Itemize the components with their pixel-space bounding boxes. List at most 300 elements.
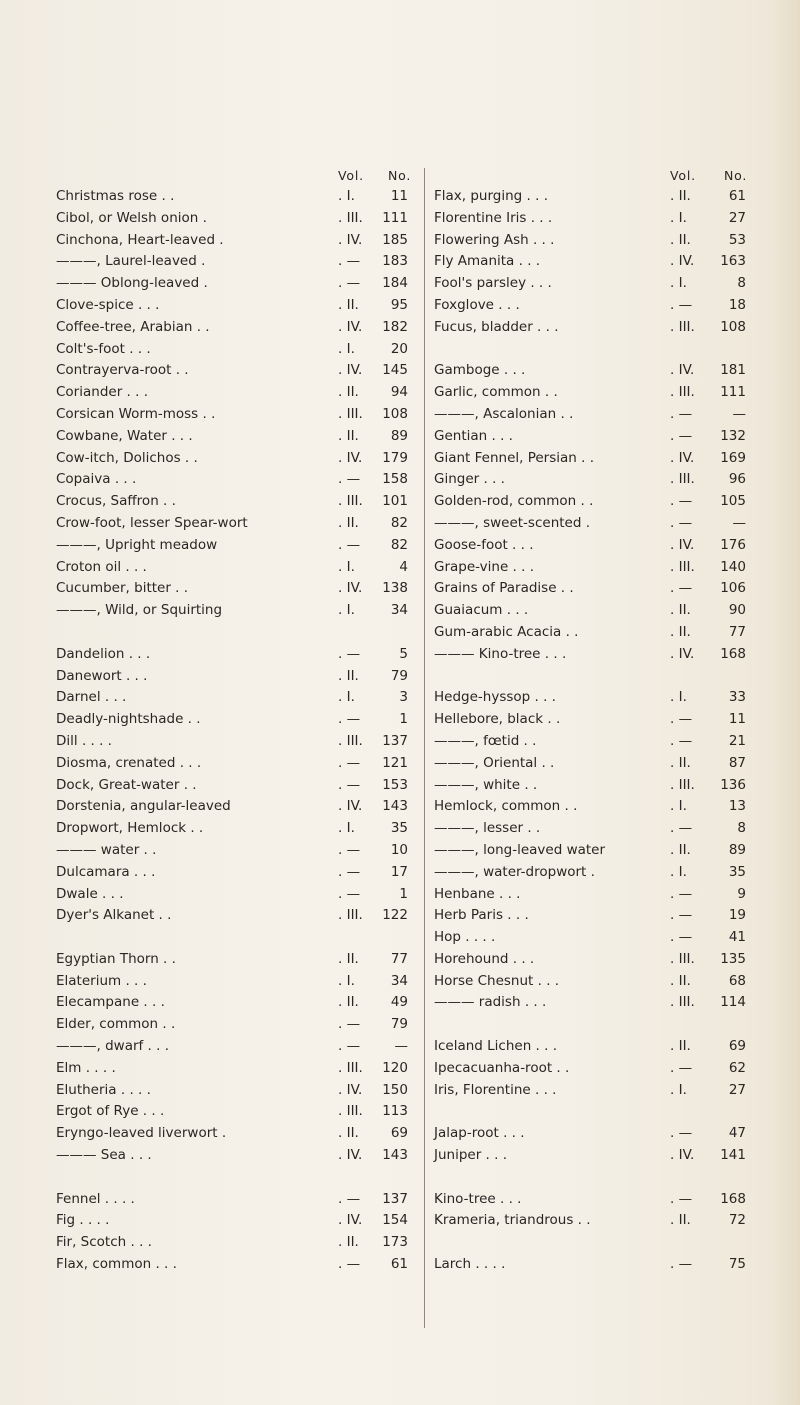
entry-name: Herb Paris . . . [434, 907, 529, 924]
index-entry [434, 1189, 770, 1211]
index-entry [434, 404, 770, 426]
entry-volume: . — [670, 427, 693, 444]
index-entry [56, 578, 422, 600]
entry-number: 114 [720, 994, 746, 1011]
group-spacer [434, 1232, 770, 1254]
entry-number: 3 [399, 689, 408, 706]
entry-number: 89 [728, 841, 746, 858]
entry-volume: . IV. [670, 253, 695, 270]
entry-name: Ergot of Rye . . . [56, 1103, 165, 1120]
entry-name: Dill . . . . [56, 732, 112, 749]
entry-volume: . I. [338, 340, 355, 357]
entry-volume: . II. [338, 296, 359, 313]
entry-volume: . II. [670, 623, 691, 640]
column-header [434, 168, 770, 186]
entry-name: Coffee-tree, Arabian . . [56, 318, 210, 335]
entry-volume: . — [338, 1190, 361, 1207]
entry-name: Goose-foot . . . [434, 536, 534, 553]
index-entry [434, 251, 770, 273]
index-entry [434, 295, 770, 317]
entry-name: ———, fœtid . . [434, 732, 537, 749]
index-entry [434, 208, 770, 230]
entry-volume: . II. [670, 1212, 691, 1229]
index-entry [56, 884, 422, 906]
entry-number: 183 [382, 253, 408, 270]
entry-number: 176 [720, 536, 746, 553]
entry-volume: . III. [670, 950, 695, 967]
entry-volume: . I. [338, 689, 355, 706]
entry-volume: . — [670, 1256, 693, 1273]
entry-name: ——— radish . . . [434, 994, 547, 1011]
entry-volume: . I. [670, 275, 687, 292]
group-spacer [434, 1014, 770, 1036]
entry-name: Dyer's Alkanet . . [56, 907, 172, 924]
entry-volume: . IV. [338, 580, 363, 597]
entry-volume: . — [338, 1038, 361, 1055]
index-entry [434, 1123, 770, 1145]
entry-number: 158 [382, 471, 408, 488]
entry-volume: . III. [670, 776, 695, 793]
entry-name: Elder, common . . [56, 1016, 176, 1033]
entry-number: 179 [382, 449, 408, 466]
entry-name: Cibol, or Welsh onion . [56, 209, 207, 226]
entry-volume: . I. [338, 602, 355, 619]
entry-number: 184 [382, 275, 408, 292]
entry-number: 77 [390, 950, 408, 967]
entry-number: 106 [720, 580, 746, 597]
entry-name: ——— water . . [56, 841, 157, 858]
index-entry [56, 1123, 422, 1145]
entry-number: 72 [728, 1212, 746, 1229]
entry-number: 145 [382, 362, 408, 379]
entry-number: 111 [382, 209, 408, 226]
entry-name: Ginger . . . [434, 471, 505, 488]
entry-volume: . III. [338, 493, 363, 510]
index-entry [434, 796, 770, 818]
entry-name: Golden-rod, common . . [434, 493, 594, 510]
entry-name: Hedge-hyssop . . . [434, 689, 556, 706]
entry-number: 17 [390, 863, 408, 880]
index-entry [56, 1254, 422, 1276]
entry-name: Foxglove . . . [434, 296, 520, 313]
entry-number: 121 [382, 754, 408, 771]
index-entry [434, 230, 770, 252]
entry-number: 18 [728, 296, 746, 313]
entry-volume: . — [338, 711, 361, 728]
entry-volume: . — [338, 536, 361, 553]
entry-volume: . II. [338, 1234, 359, 1251]
entry-number: 132 [720, 427, 746, 444]
entry-number: 61 [390, 1256, 408, 1273]
entry-number: 185 [382, 231, 408, 248]
entry-number: 108 [382, 405, 408, 422]
index-entry [56, 535, 422, 557]
index-entry [434, 927, 770, 949]
entry-number: 1 [399, 885, 408, 902]
entry-volume: . — [670, 885, 693, 902]
entry-volume: . II. [670, 602, 691, 619]
entry-number: 168 [720, 1190, 746, 1207]
index-entry [434, 971, 770, 993]
entry-volume: . — [670, 711, 693, 728]
entry-name: ———, Laurel-leaved . [56, 253, 206, 270]
entry-name: Dock, Great-water . . [56, 776, 197, 793]
entry-number: 41 [728, 929, 746, 946]
entry-number: 49 [390, 994, 408, 1011]
index-entry [434, 731, 770, 753]
entry-name: Elm . . . . [56, 1059, 116, 1076]
group-spacer [434, 666, 770, 688]
entry-volume: . II. [670, 1038, 691, 1055]
entry-volume: . — [670, 907, 693, 924]
entry-number: 75 [728, 1256, 746, 1273]
entry-name: Corsican Worm-moss . . [56, 405, 216, 422]
entry-number: 137 [382, 732, 408, 749]
index-entry [56, 1036, 422, 1058]
entry-number: 173 [382, 1234, 408, 1251]
index-entry [56, 208, 422, 230]
entry-volume: . — [670, 493, 693, 510]
entry-volume: . III. [670, 318, 695, 335]
entry-number: 8 [737, 820, 746, 837]
entry-name: Guaiacum . . . [434, 602, 529, 619]
index-entry [56, 339, 422, 361]
entry-volume: . — [670, 820, 693, 837]
entry-number: 35 [390, 820, 408, 837]
index-entry [56, 1014, 422, 1036]
index-entry [434, 1210, 770, 1232]
entry-name: Flax, purging . . . [434, 188, 548, 204]
entry-name: Fly Amanita . . . [434, 253, 541, 270]
entry-number: 181 [720, 362, 746, 379]
entry-volume: . III. [670, 558, 695, 575]
index-entry [434, 949, 770, 971]
entry-number: 96 [728, 471, 746, 488]
index-entry [56, 404, 422, 426]
entry-name: Diosma, crenated . . . [56, 754, 202, 771]
group-spacer [434, 1167, 770, 1189]
entry-number: 9 [737, 885, 746, 902]
entry-name: Ipecacuanha-root . . [434, 1059, 570, 1076]
entry-name: Egyptian Thorn . . [56, 950, 176, 967]
entry-volume: . I. [338, 188, 355, 204]
entry-name: Jalap-root . . . [434, 1125, 525, 1142]
index-entry [434, 862, 770, 884]
entry-volume: . — [338, 1016, 361, 1033]
entry-name: Cinchona, Heart-leaved . [56, 231, 224, 248]
index-entry [56, 753, 422, 775]
index-entry [434, 600, 770, 622]
entry-number: 69 [390, 1125, 408, 1142]
entry-name: Krameria, triandrous . . [434, 1212, 591, 1229]
entry-volume: . — [338, 253, 361, 270]
entry-name: Elaterium . . . [56, 972, 147, 989]
column-header [56, 168, 422, 186]
entry-volume: . II. [338, 994, 359, 1011]
index-entry [434, 317, 770, 339]
entry-name: ———, Upright meadow [56, 536, 218, 553]
entry-number: 34 [390, 602, 408, 619]
entry-number: 169 [720, 449, 746, 466]
entry-number: 150 [382, 1081, 408, 1098]
entry-name: Copaiva . . . [56, 471, 137, 488]
entry-name: Elecampane . . . [56, 994, 165, 1011]
entry-name: Fig . . . . [56, 1212, 110, 1229]
entry-volume: . III. [338, 1103, 363, 1120]
group-spacer [434, 339, 770, 361]
entry-name: ——— Kino-tree . . . [434, 645, 567, 662]
entry-name: ———, lesser . . [434, 820, 541, 837]
index-entry [56, 666, 422, 688]
entry-name: ———, Ascalonian . . [434, 405, 574, 422]
entry-name: Juniper . . . [434, 1147, 508, 1164]
entry-volume: . II. [338, 667, 359, 684]
entry-name: Fool's parsley . . . [434, 275, 552, 292]
index-entry [434, 687, 770, 709]
entry-volume: . III. [338, 209, 363, 226]
entry-name: Grape-vine . . . [434, 558, 535, 575]
entry-number: — [732, 514, 746, 531]
entry-number: 105 [720, 493, 746, 510]
index-entry [434, 709, 770, 731]
index-entry [434, 273, 770, 295]
index-entry [56, 1232, 422, 1254]
entry-number: 27 [728, 1081, 746, 1098]
entry-volume: . — [670, 405, 693, 422]
entry-number: 1 [399, 711, 408, 728]
entry-volume: . II. [670, 972, 691, 989]
index-entry [434, 884, 770, 906]
entry-volume: . I. [670, 798, 687, 815]
entry-number: 13 [728, 798, 746, 815]
entry-name: ———, dwarf . . . [56, 1038, 170, 1055]
entry-volume: . I. [338, 972, 355, 989]
entry-name: Hemlock, common . . [434, 798, 578, 815]
entry-number: 4 [399, 558, 408, 575]
index-entry [56, 840, 422, 862]
index-entry [56, 731, 422, 753]
entry-number: 120 [382, 1059, 408, 1076]
index-entry [56, 818, 422, 840]
group-spacer [56, 622, 422, 644]
entry-name: Larch . . . . [434, 1256, 506, 1273]
entry-volume: . IV. [338, 798, 363, 815]
index-entry [434, 1254, 770, 1276]
entry-name: Cucumber, bitter . . [56, 580, 189, 597]
entry-name: Gamboge . . . [434, 362, 526, 379]
entry-name: Eryngo-leaved liverwort . [56, 1125, 227, 1142]
index-entry [56, 992, 422, 1014]
entry-volume: . — [670, 929, 693, 946]
entry-volume: . III. [338, 1059, 363, 1076]
entry-name: Fennel . . . . [56, 1190, 135, 1207]
entry-number: 141 [720, 1147, 746, 1164]
entry-number: 138 [382, 580, 408, 597]
entry-volume: . — [338, 885, 361, 902]
number-header: No. [388, 168, 412, 183]
entry-volume: . — [338, 1256, 361, 1273]
entry-volume: . II. [338, 950, 359, 967]
entry-volume: . I. [338, 558, 355, 575]
entry-name: ———, Wild, or Squirting [56, 602, 223, 619]
entry-volume: . I. [670, 689, 687, 706]
entry-name: Dwale . . . [56, 885, 124, 902]
entry-name: Contrayerva-root . . [56, 362, 189, 379]
entry-volume: . — [670, 514, 693, 531]
index-entry [434, 186, 770, 208]
entry-volume: . IV. [670, 1147, 695, 1164]
entry-volume: . II. [670, 841, 691, 858]
entry-volume: . — [338, 645, 361, 662]
entry-number: 168 [720, 645, 746, 662]
index-entry [56, 709, 422, 731]
entry-name: Danewort . . . [56, 667, 148, 684]
entry-volume: . III. [338, 907, 363, 924]
entry-number: 94 [390, 384, 408, 401]
index-entry [434, 360, 770, 382]
entry-name: Fir, Scotch . . . [56, 1234, 152, 1251]
index-entry [56, 360, 422, 382]
entry-name: Cow-itch, Dolichos . . [56, 449, 198, 466]
entry-number: 89 [390, 427, 408, 444]
group-spacer [434, 1101, 770, 1123]
index-entry [56, 971, 422, 993]
index-entry [434, 644, 770, 666]
entry-volume: . IV. [338, 231, 363, 248]
entry-volume: . I. [670, 209, 687, 226]
entry-number: 35 [728, 863, 746, 880]
index-entry [56, 469, 422, 491]
group-spacer [56, 927, 422, 949]
entry-number: 10 [390, 841, 408, 858]
entry-volume: . — [670, 580, 693, 597]
entry-volume: . — [338, 754, 361, 771]
entry-number: 153 [382, 776, 408, 793]
index-entry [56, 1101, 422, 1123]
entry-number: 20 [390, 340, 408, 357]
entry-number: 5 [399, 645, 408, 662]
index-entry [434, 469, 770, 491]
index-entry [56, 513, 422, 535]
index-entry [56, 491, 422, 513]
entry-number: 77 [728, 623, 746, 640]
entry-number: 79 [390, 1016, 408, 1033]
entry-volume: . — [670, 1190, 693, 1207]
entry-number: — [732, 405, 746, 422]
entry-name: Dulcamara . . . [56, 863, 156, 880]
entry-number: 11 [390, 188, 408, 204]
index-entry [434, 905, 770, 927]
entry-name: ———, sweet-scented . [434, 514, 591, 531]
entry-volume: . II. [338, 427, 359, 444]
volume-header: Vol. [670, 168, 696, 183]
entry-volume: . II. [338, 514, 359, 531]
left-column [56, 168, 422, 1276]
entry-volume: . I. [338, 820, 355, 837]
entry-volume: . IV. [670, 449, 695, 466]
entry-volume: . IV. [338, 1081, 363, 1098]
index-entry [56, 949, 422, 971]
index-entry [434, 513, 770, 535]
entry-name: ———, Oriental . . [434, 754, 555, 771]
entry-number: — [394, 1038, 408, 1055]
entry-volume: . III. [670, 994, 695, 1011]
entry-number: 154 [382, 1212, 408, 1229]
index-entry [434, 491, 770, 513]
entry-name: Dandelion . . . [56, 645, 151, 662]
entry-name: Deadly-nightshade . . [56, 711, 201, 728]
entry-number: 90 [728, 602, 746, 619]
entry-volume: . I. [670, 1081, 687, 1098]
entry-name: Elutheria . . . . [56, 1081, 151, 1098]
entry-name: Cowbane, Water . . . [56, 427, 193, 444]
index-entry [434, 426, 770, 448]
entry-number: 69 [728, 1038, 746, 1055]
entry-number: 182 [382, 318, 408, 335]
index-entry [434, 1036, 770, 1058]
entry-number: 62 [728, 1059, 746, 1076]
entry-name: Horehound . . . [434, 950, 535, 967]
entry-number: 122 [382, 907, 408, 924]
entry-name: Gentian . . . [434, 427, 513, 444]
index-entry [56, 317, 422, 339]
entry-volume: . — [338, 841, 361, 858]
index-entry [434, 448, 770, 470]
entry-volume: . II. [338, 1125, 359, 1142]
entry-number: 33 [728, 689, 746, 706]
index-entry [434, 1145, 770, 1167]
index-entry [56, 600, 422, 622]
entry-volume: . IV. [338, 1147, 363, 1164]
entry-name: Coriander . . . [56, 384, 148, 401]
index-entry [56, 1058, 422, 1080]
entry-number: 21 [728, 732, 746, 749]
entry-name: Dropwort, Hemlock . . [56, 820, 204, 837]
entry-name: Giant Fennel, Persian . . [434, 449, 595, 466]
index-entry [56, 905, 422, 927]
index-entry [56, 273, 422, 295]
entry-number: 82 [390, 514, 408, 531]
entry-name: Henbane . . . [434, 885, 521, 902]
entry-name: Christmas rose . . [56, 188, 175, 204]
entry-number: 140 [720, 558, 746, 575]
entry-volume: . IV. [338, 362, 363, 379]
entry-volume: . II. [670, 231, 691, 248]
index-entry [434, 1058, 770, 1080]
entry-number: 111 [720, 384, 746, 401]
entry-number: 137 [382, 1190, 408, 1207]
entry-name: Clove-spice . . . [56, 296, 160, 313]
entry-name: Colt's-foot . . . [56, 340, 151, 357]
entry-volume: . IV. [338, 449, 363, 466]
entry-number: 113 [382, 1103, 408, 1120]
index-entry [434, 622, 770, 644]
volume-header: Vol. [338, 168, 364, 183]
index-entry [56, 862, 422, 884]
entry-name: Flax, common . . . [56, 1256, 177, 1273]
index-entry [434, 1080, 770, 1102]
index-entry [56, 1145, 422, 1167]
index-entry [56, 1210, 422, 1232]
index-entry [56, 426, 422, 448]
entry-volume: . — [338, 863, 361, 880]
entry-volume: . IV. [670, 645, 695, 662]
index-entry [434, 578, 770, 600]
index-entry [56, 230, 422, 252]
index-entry [56, 186, 422, 208]
entry-name: Florentine Iris . . . [434, 209, 553, 226]
entry-name: Hellebore, black . . [434, 711, 561, 728]
